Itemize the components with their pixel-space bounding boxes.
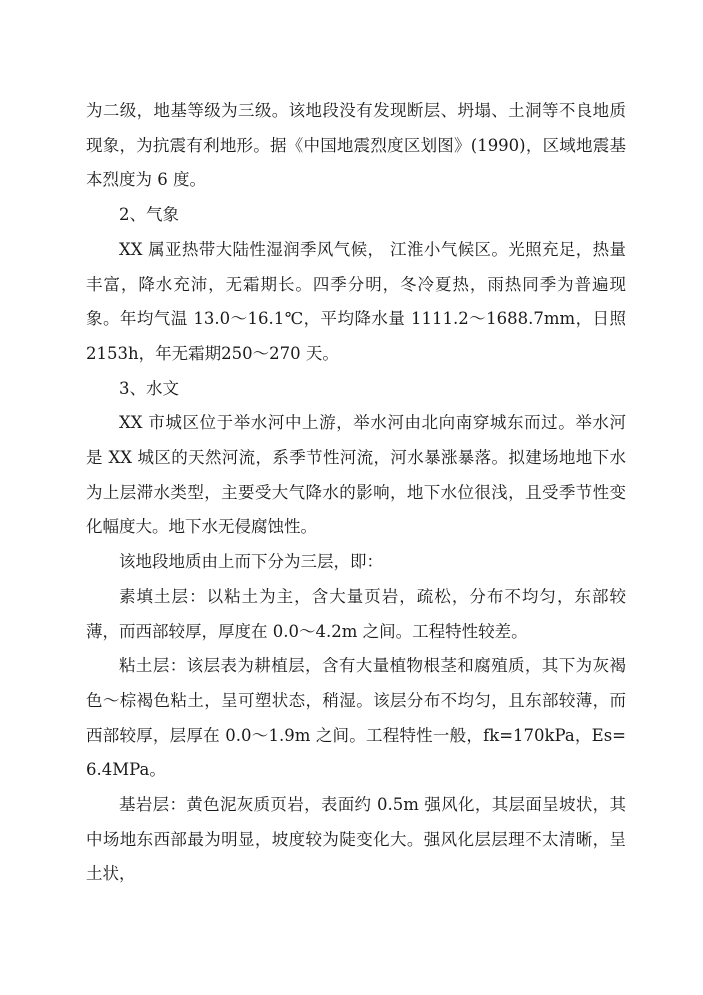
paragraph-geology-intro: 该地段地质由上而下分为三层，即： (119, 552, 383, 572)
paragraph-seismic: 为二级，地基等级为三级。该地段没有发现断层、坍塌、土洞等不良地质现象，为抗震有利地形。据《中国地震烈度区划图》(1990)，区域地震基本烈度为 6 度。 (86, 101, 626, 190)
paragraph-fill-layer: 素填土层：以粘土为主，含大量页岩，疏松，分布不均匀，东部较薄，而西部较厚，厚度在 0.0～4.2m 之间。工程特性较差。 (86, 586, 626, 641)
heading-climate: 2、气象 (119, 205, 179, 225)
paragraph-clay-layer: 粘土层：该层表为耕植层，含有大量植物根茎和腐殖质，其下为灰褐色～棕褐色粘土，呈可塑状态，稍湿。该层分布不均匀，且东部较薄，而西部较厚，层厚在 0.0～1.9m 之间。工程特性一般，fk=170kPa，Es=6.4MPa。 (86, 656, 626, 780)
paragraph-hydrology: XX 市城区位于举水河中上游，举水河由北向南穿城东而过。举水河是 XX 城区的天然河流，系季节性河流，河水暴涨暴落。拟建场地地下水为上层滞水类型，主要受大气降水的影响，地下水位很浅，且受季节性变化幅度大。地下水无侵腐蚀性。 (86, 413, 626, 537)
document-body (86, 94, 626, 892)
paragraph-climate: XX 属亚热带大陆性湿润季风气候， 江淮小气候区。光照充足，热量丰富，降水充沛，无霜期长。四季分明，冬冷夏热，雨热同季为普遍现象。年均气温 13.0～16.1℃，平均降水量 1111.2～1688.7mm，日照 2153h，年无霜期250～270 天。 (86, 239, 626, 363)
paragraph-bedrock-layer: 基岩层：黄色泥灰质页岩，表面约 0.5m 强风化，其层面呈坡状，其中场地东西部最为明显，坡度较为陡变化大。强风化层层理不太清晰，呈土状， (86, 795, 626, 884)
heading-hydrology: 3、水文 (119, 378, 179, 398)
